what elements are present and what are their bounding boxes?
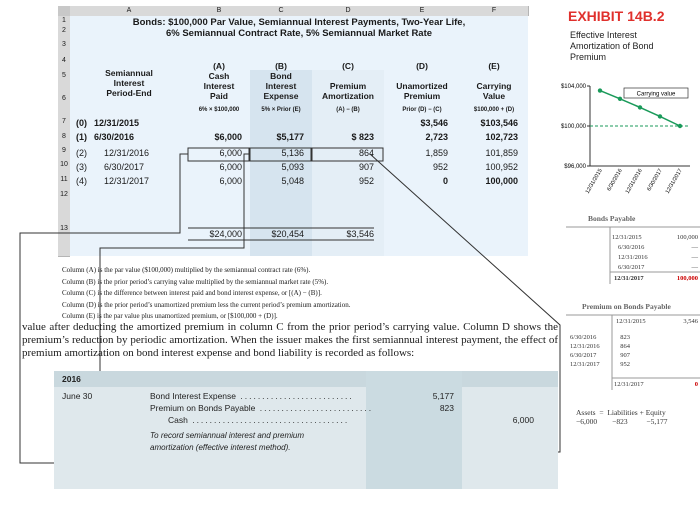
row-number[interactable]: 8 bbox=[58, 130, 70, 145]
exhibit-label: EXHIBIT 14B.2 bbox=[568, 8, 665, 24]
row-number[interactable]: 9 bbox=[58, 144, 70, 159]
interest-expense-cell[interactable]: $5,177 bbox=[276, 132, 304, 142]
formula-e: $100,000 + (D) bbox=[473, 107, 515, 113]
period-number[interactable]: (4) bbox=[76, 176, 87, 186]
carrying-value-point bbox=[678, 124, 682, 128]
prem-debit-date: 6/30/2016 bbox=[570, 334, 597, 341]
journal-line-expense[interactable]: Bond Interest Expense .......................... bbox=[150, 391, 354, 401]
header-d-l2: Unamortized bbox=[396, 81, 448, 91]
col-header-d[interactable]: D bbox=[312, 6, 385, 16]
prem-debit-value: 952 bbox=[620, 361, 630, 368]
prem-opening-row bbox=[616, 318, 698, 325]
journal-date: June 30 bbox=[62, 391, 93, 401]
header-period-l3: Period-End bbox=[106, 88, 152, 98]
prem-debit-value: 823 bbox=[620, 334, 630, 341]
column-note: Column (D) is the prior period’s unamortized premium less the current period’s premium amortization. bbox=[62, 300, 351, 309]
header-period-l2: Interest bbox=[113, 78, 145, 88]
exhibit-subtitle bbox=[570, 30, 654, 63]
carrying-value-point bbox=[658, 114, 662, 118]
bp-final-date: 12/31/2017 bbox=[614, 275, 644, 282]
prem-final-row bbox=[614, 381, 698, 388]
period-date[interactable]: 6/30/2017 bbox=[104, 162, 145, 172]
premium-amortization-cell[interactable]: 952 bbox=[358, 176, 374, 186]
journal-memo-line2: amortization (effective interest method). bbox=[150, 443, 291, 452]
bp-row bbox=[612, 264, 698, 274]
row-number[interactable]: 12 bbox=[58, 188, 70, 203]
highlight-box-c1 bbox=[312, 148, 383, 161]
chart-svg bbox=[538, 78, 698, 206]
account-premium-bonds-payable: Premium on Bonds Payable bbox=[150, 403, 256, 413]
row-number[interactable]: 13 bbox=[58, 202, 70, 257]
column-notes bbox=[62, 265, 542, 323]
period-number[interactable]: (2) bbox=[76, 148, 87, 158]
carrying-value-point bbox=[598, 88, 602, 92]
highlight-box-b1 bbox=[250, 148, 311, 161]
row-number[interactable]: 3 bbox=[58, 36, 70, 55]
col-header-a[interactable]: A bbox=[70, 6, 189, 16]
bp-final-value: 100,000 bbox=[676, 275, 698, 282]
equation-line2: −6,000 −823 −5,177 bbox=[576, 417, 668, 426]
bonds-payable-rows bbox=[612, 234, 698, 274]
bp-row-value: — bbox=[691, 264, 698, 271]
interest-expense-cell[interactable]: 5,093 bbox=[281, 162, 304, 172]
prem-opening-value: 3,546 bbox=[683, 318, 698, 325]
unamortized-premium-cell[interactable]: 0 bbox=[442, 176, 448, 186]
carrying-value-cell[interactable]: 100,952 bbox=[485, 162, 518, 172]
header-d-l1: (D) bbox=[416, 61, 428, 71]
formula-a: 6% × $100,000 bbox=[198, 107, 240, 113]
total-b[interactable]: $20,454 bbox=[271, 229, 304, 239]
bp-row-date: 6/30/2016 bbox=[618, 244, 645, 251]
debit-premium[interactable]: 823 bbox=[439, 403, 454, 413]
row-number[interactable]: 7 bbox=[58, 114, 70, 131]
header-c-l1: (C) bbox=[342, 61, 354, 71]
legend-label: Carrying value bbox=[636, 91, 676, 98]
header-e-l3: Value bbox=[482, 91, 506, 101]
accounting-equation bbox=[576, 408, 667, 426]
header-b-l2: Bond bbox=[270, 71, 292, 81]
prem-debit-row bbox=[570, 343, 630, 352]
period-date[interactable]: 12/31/2015 bbox=[94, 118, 140, 128]
row-number[interactable]: 1 bbox=[58, 16, 70, 27]
y-tick-label: $96,000 bbox=[564, 164, 586, 170]
period-number[interactable]: (3) bbox=[76, 162, 87, 172]
bp-row-value: — bbox=[691, 254, 698, 261]
carrying-value-cell[interactable]: 101,859 bbox=[485, 148, 518, 158]
row-number[interactable]: 2 bbox=[58, 26, 70, 37]
interest-expense-cell[interactable]: 5,136 bbox=[281, 148, 304, 158]
explanation-paragraph: value after deducting the amortized premium in column C from the prior period’s carrying value. Column D shows the premium’s reduction by periodic amortization. When the issuer makes the first semiannual interest payment, the effect of premium amortization on bond interest expense and bond liability is recorded as follows: bbox=[22, 321, 558, 359]
journal-line-cash[interactable]: Cash .................................... bbox=[168, 415, 350, 425]
premium-debit-rows bbox=[570, 334, 630, 370]
period-number[interactable]: (0) bbox=[76, 118, 87, 128]
carrying-value-chart bbox=[538, 78, 698, 206]
header-d-l3: Premium bbox=[403, 91, 441, 101]
bp-row-value: — bbox=[691, 244, 698, 251]
header-b-l3: Interest bbox=[265, 81, 297, 91]
subtitle-line3: Premium bbox=[570, 52, 607, 62]
premium-amortization-cell[interactable]: $ 823 bbox=[351, 132, 374, 142]
bp-row-date: 12/31/2015 bbox=[612, 234, 642, 241]
premium-account-title: Premium on Bonds Payable bbox=[582, 302, 671, 311]
journal-memo-line1: To record semiannual interest and premium bbox=[150, 431, 305, 440]
bp-final-row bbox=[614, 275, 698, 282]
period-number[interactable]: (1) bbox=[76, 132, 87, 142]
journal-line-premium[interactable]: Premium on Bonds Payable .......................... bbox=[150, 403, 374, 413]
total-a[interactable]: $24,000 bbox=[209, 229, 242, 239]
carrying-value-cell[interactable]: 100,000 bbox=[485, 176, 518, 186]
bonds-payable-title: Bonds Payable bbox=[588, 214, 636, 223]
carrying-value-cell[interactable]: $103,546 bbox=[480, 118, 518, 128]
prem-debit-date: 6/30/2017 bbox=[570, 352, 597, 359]
header-c-l3: Amortization bbox=[322, 91, 374, 101]
journal-entry bbox=[54, 371, 558, 489]
prem-debit-row bbox=[570, 334, 630, 343]
y-tick-label: $104,000 bbox=[560, 84, 586, 90]
sheet-title-line1: Bonds: $100,000 Par Value, Semiannual Interest Payments, Two-Year Life, bbox=[132, 17, 466, 28]
bp-row-date: 12/31/2016 bbox=[618, 254, 648, 261]
period-date[interactable]: 12/31/2016 bbox=[104, 148, 150, 158]
carrying-value-cell[interactable]: 102,723 bbox=[485, 132, 518, 142]
premium-amortization-cell[interactable]: 864 bbox=[358, 148, 374, 158]
header-period-l1: Semiannual bbox=[105, 68, 153, 78]
unamortized-premium-cell[interactable]: 1,859 bbox=[425, 148, 448, 158]
header-b-l1: (B) bbox=[275, 61, 287, 71]
y-tick-label: $100,000 bbox=[560, 124, 586, 130]
column-note: Column (A) is the par value ($100,000) multiplied by the semiannual contract rate (6%). bbox=[62, 266, 311, 274]
header-a-l1: (A) bbox=[213, 61, 225, 71]
bp-row bbox=[612, 234, 698, 244]
credit-cash[interactable]: 6,000 bbox=[512, 415, 534, 425]
prem-debit-row bbox=[570, 361, 630, 370]
header-e-l2: Carrying bbox=[476, 81, 512, 91]
debit-expense[interactable]: 5,177 bbox=[432, 391, 454, 401]
period-date[interactable]: 6/30/2016 bbox=[94, 132, 135, 142]
equation-line1: Assets = Liabilities + Equity bbox=[576, 408, 666, 417]
interest-expense-cell[interactable]: 5,048 bbox=[281, 176, 304, 186]
row-number[interactable]: 10 bbox=[58, 158, 70, 173]
total-c[interactable]: $3,546 bbox=[346, 229, 374, 239]
x-tick-label: 6/30/2017 bbox=[646, 168, 664, 193]
row-number[interactable]: 5 bbox=[58, 68, 70, 85]
cash-interest-cell[interactable]: 6,000 bbox=[219, 148, 242, 158]
header-a-l4: Paid bbox=[210, 91, 228, 101]
journal-year-band bbox=[54, 371, 558, 387]
col-header-f[interactable]: F bbox=[460, 6, 529, 16]
x-tick-label: 12/31/2016 bbox=[624, 168, 644, 195]
column-note: Column (E) is the par value plus unamortized premium, or [$100,000 + (D)]. bbox=[62, 312, 278, 320]
bp-row bbox=[612, 244, 698, 254]
col-header-b[interactable]: B bbox=[188, 6, 251, 16]
col-header-e[interactable]: E bbox=[384, 6, 461, 16]
formula-b: 5% × Prior (E) bbox=[261, 107, 301, 113]
cash-interest-cell[interactable]: $6,000 bbox=[214, 132, 242, 142]
x-tick-label: 6/30/2016 bbox=[606, 168, 624, 193]
subtitle-line2: Amortization of Bond bbox=[570, 41, 654, 51]
journal-year: 2016 bbox=[62, 374, 81, 384]
subtitle-line1: Effective Interest bbox=[570, 30, 637, 40]
carrying-value-point bbox=[638, 105, 642, 109]
premium-amortization-cell[interactable]: 907 bbox=[358, 162, 374, 172]
x-tick-label: 12/31/2017 bbox=[664, 168, 684, 195]
header-b-l4: Expense bbox=[263, 91, 299, 101]
prem-debit-value: 907 bbox=[620, 352, 630, 359]
x-tick-label: 12/31/2015 bbox=[584, 168, 604, 195]
prem-debit-row bbox=[570, 352, 630, 361]
col-header-c[interactable]: C bbox=[250, 6, 313, 16]
header-c-l2: Premium bbox=[329, 81, 367, 91]
period-date[interactable]: 12/31/2017 bbox=[104, 176, 150, 186]
journal-debit-column bbox=[366, 371, 462, 489]
row-number[interactable]: 11 bbox=[58, 172, 70, 189]
highlight-box-a1 bbox=[188, 148, 249, 161]
account-cash: Cash bbox=[168, 415, 188, 425]
row-number[interactable]: 6 bbox=[58, 84, 70, 115]
prem-final-date: 12/31/2017 bbox=[614, 381, 644, 388]
row-number[interactable]: 4 bbox=[58, 54, 70, 69]
header-e-l1: (E) bbox=[488, 61, 500, 71]
header-a-l2: Cash bbox=[208, 71, 230, 81]
prem-debit-date: 12/31/2017 bbox=[570, 361, 600, 368]
unamortized-premium-cell[interactable]: 952 bbox=[432, 162, 448, 172]
cash-interest-cell[interactable]: 6,000 bbox=[219, 176, 242, 186]
carrying-value-point bbox=[618, 97, 622, 101]
prem-opening-date: 12/31/2015 bbox=[616, 318, 646, 325]
header-a-l3: Interest bbox=[203, 81, 235, 91]
column-note: Column (C) is the difference between interest paid and bond interest expense, or [(A) − (B)]. bbox=[62, 289, 322, 297]
cash-interest-cell[interactable]: 6,000 bbox=[219, 162, 242, 172]
bp-row-date: 6/30/2017 bbox=[618, 264, 645, 271]
formula-d: Prior (D) − (C) bbox=[402, 107, 442, 113]
formula-c: (A) − (B) bbox=[336, 107, 360, 113]
sheet-title-line2: 6% Semiannual Contract Rate, 5% Semiannual Market Rate bbox=[165, 28, 433, 39]
column-note: Column (B) is the prior period’s carrying value multiplied by the semiannual market rate (5%). bbox=[62, 277, 329, 286]
bp-row bbox=[612, 254, 698, 264]
bp-row-value: 100,000 bbox=[676, 234, 698, 241]
prem-debit-date: 12/31/2016 bbox=[570, 343, 600, 350]
unamortized-premium-cell[interactable]: $3,546 bbox=[420, 118, 448, 128]
account-bond-interest-expense: Bond Interest Expense bbox=[150, 391, 237, 401]
prem-debit-value: 864 bbox=[620, 343, 630, 350]
unamortized-premium-cell[interactable]: 2,723 bbox=[425, 132, 448, 142]
prem-final-value: 0 bbox=[694, 381, 698, 388]
